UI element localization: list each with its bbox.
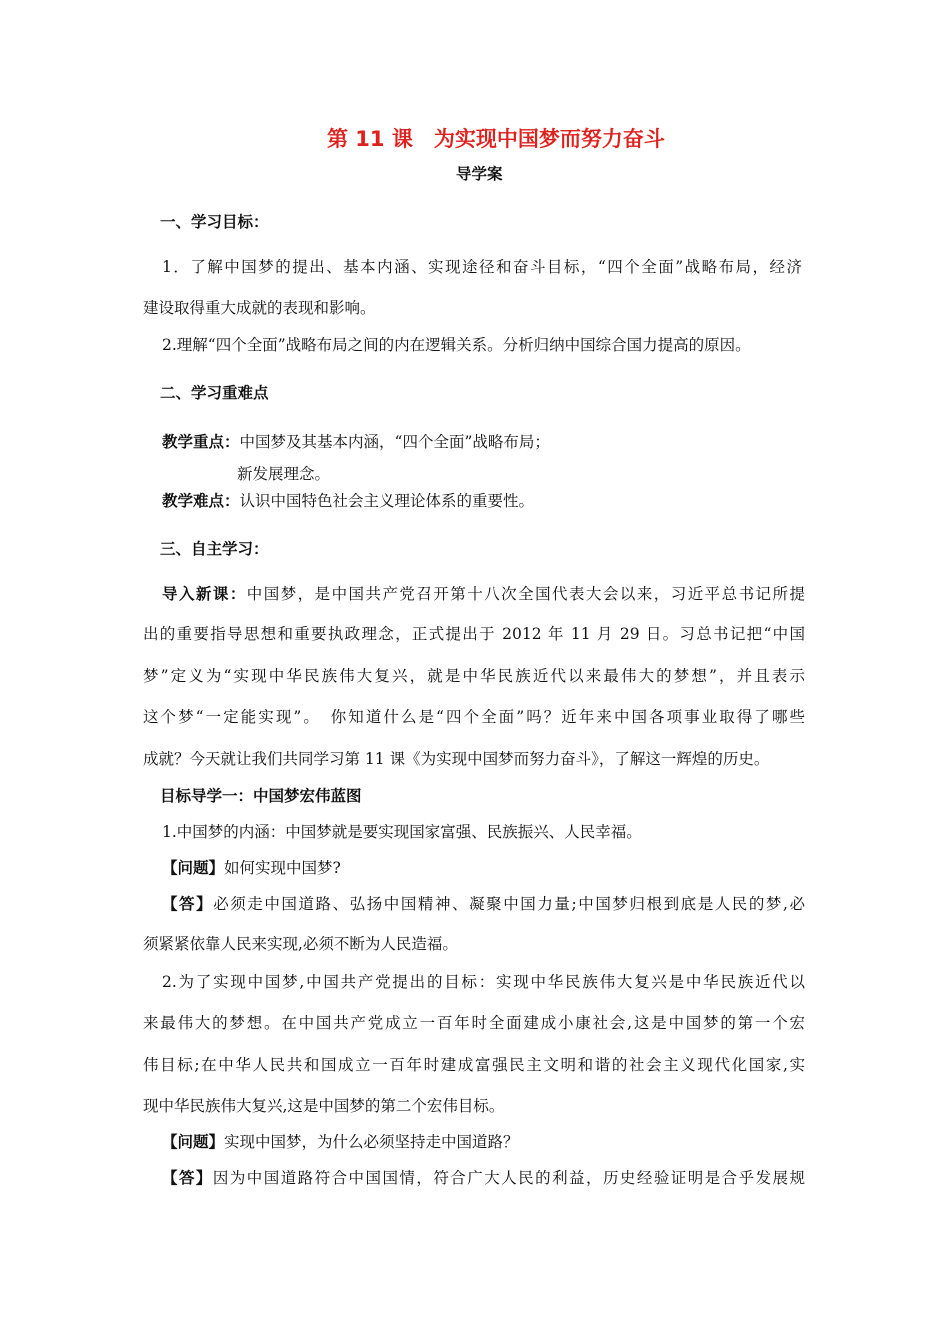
answer-text: 因为中国道路符合中国国情，符合广大人民的利益，历史经验证明是合乎发展规 <box>212 1169 805 1187</box>
objective-2: 2.理解“四个全面”战略布局之间的内在逻辑关系。分析归纳中国综合国力提高的原因。 <box>162 336 751 354</box>
section-heading-objectives: 一、学习目标： <box>160 213 269 231</box>
objective-1-line-1: 1．了解中国梦的提出、基本内涵、实现途径和奋斗目标，“四个全面”战略布局，经济 <box>162 258 802 276</box>
goal-heading-1: 目标导学一：中国梦宏伟蓝图 <box>160 787 362 805</box>
intro-line-5: 成就？今天就让我们共同学习第 11 课《为实现中国梦而努力奋斗》，了解这一辉煌的历史。 <box>143 750 770 768</box>
intro-text-1: 中国梦，是中国共产党召开第十八次全国代表大会以来，习近平总书记所提 <box>246 585 805 603</box>
question-label: 【问题】 <box>162 1133 225 1151</box>
key-point-label: 教学重点： <box>162 433 240 451</box>
lesson-title: 第 11 课 为实现中国梦而努力奋斗 <box>327 127 665 151</box>
intro-line-1 <box>162 583 805 605</box>
point-2-line-3: 伟目标;在中华人民共和国成立一百年时建成富强民主文明和谐的社会主义现代化国家,实 <box>143 1056 805 1074</box>
intro-line-2: 出的重要指导思想和重要执政理念，正式提出于 2012 年 11 月 29 日。习总书记把“中国 <box>143 625 805 643</box>
question-text: 如何实现中国梦? <box>224 859 341 877</box>
point-2-line-2: 来最伟大的梦想。在中国共产党成立一百年时全面建成小康社会,这是中国梦的第一个宏 <box>143 1014 805 1032</box>
difficulty-text: 认识中国特色社会主义理论体系的重要性。 <box>239 492 535 510</box>
point-2-line-1: 2.为了实现中国梦,中国共产党提出的目标：实现中华民族伟大复兴是中华民族近代以 <box>162 973 805 991</box>
point-1: 1.中国梦的内涵：中国梦就是要实现国家富强、民族振兴、人民幸福。 <box>162 823 642 841</box>
difficulty-row <box>162 490 534 512</box>
intro-line-4: 这个梦“一定能实现”。 你知道什么是“四个全面”吗？近年来中国各项事业取得了哪些 <box>143 708 805 726</box>
point-2-line-4: 现中华民族伟大复兴,这是中国梦的第二个宏伟目标。 <box>143 1097 505 1115</box>
answer-1-line-2: 须紧紧依靠人民来实现,必须不断为人民造福。 <box>143 935 458 953</box>
answer-label: 【答】 <box>162 1169 213 1187</box>
intro-label: 导入新课： <box>162 585 247 603</box>
answer-2-line-1 <box>162 1167 805 1189</box>
lesson-subtitle: 导学案 <box>456 165 503 183</box>
question-2 <box>162 1131 519 1153</box>
key-point-row <box>162 431 550 453</box>
objective-1-line-2: 建设取得重大成就的表现和影响。 <box>143 299 376 317</box>
section-heading-self-study: 三、自主学习： <box>160 540 269 558</box>
answer-1-line-1 <box>162 893 805 915</box>
key-point-text: 中国梦及其基本内涵，“四个全面”战略布局； <box>239 433 550 451</box>
question-1 <box>162 857 341 879</box>
key-point-continued: 新发展理念。 <box>237 465 331 483</box>
answer-text: 必须走中国道路、弘扬中国精神、凝聚中国力量;中国梦归根到底是人民的梦,必 <box>213 895 805 913</box>
intro-line-3: 梦”定义为“实现中华民族伟大复兴，就是中华民族近代以来最伟大的梦想”，并且表示 <box>143 667 805 685</box>
answer-label: 【答】 <box>162 895 214 913</box>
section-heading-key-points: 二、学习重难点 <box>160 384 269 402</box>
question-label: 【问题】 <box>162 859 225 877</box>
difficulty-label: 教学难点： <box>162 492 240 510</box>
question-text: 实现中国梦，为什么必须坚持走中国道路？ <box>224 1133 519 1151</box>
